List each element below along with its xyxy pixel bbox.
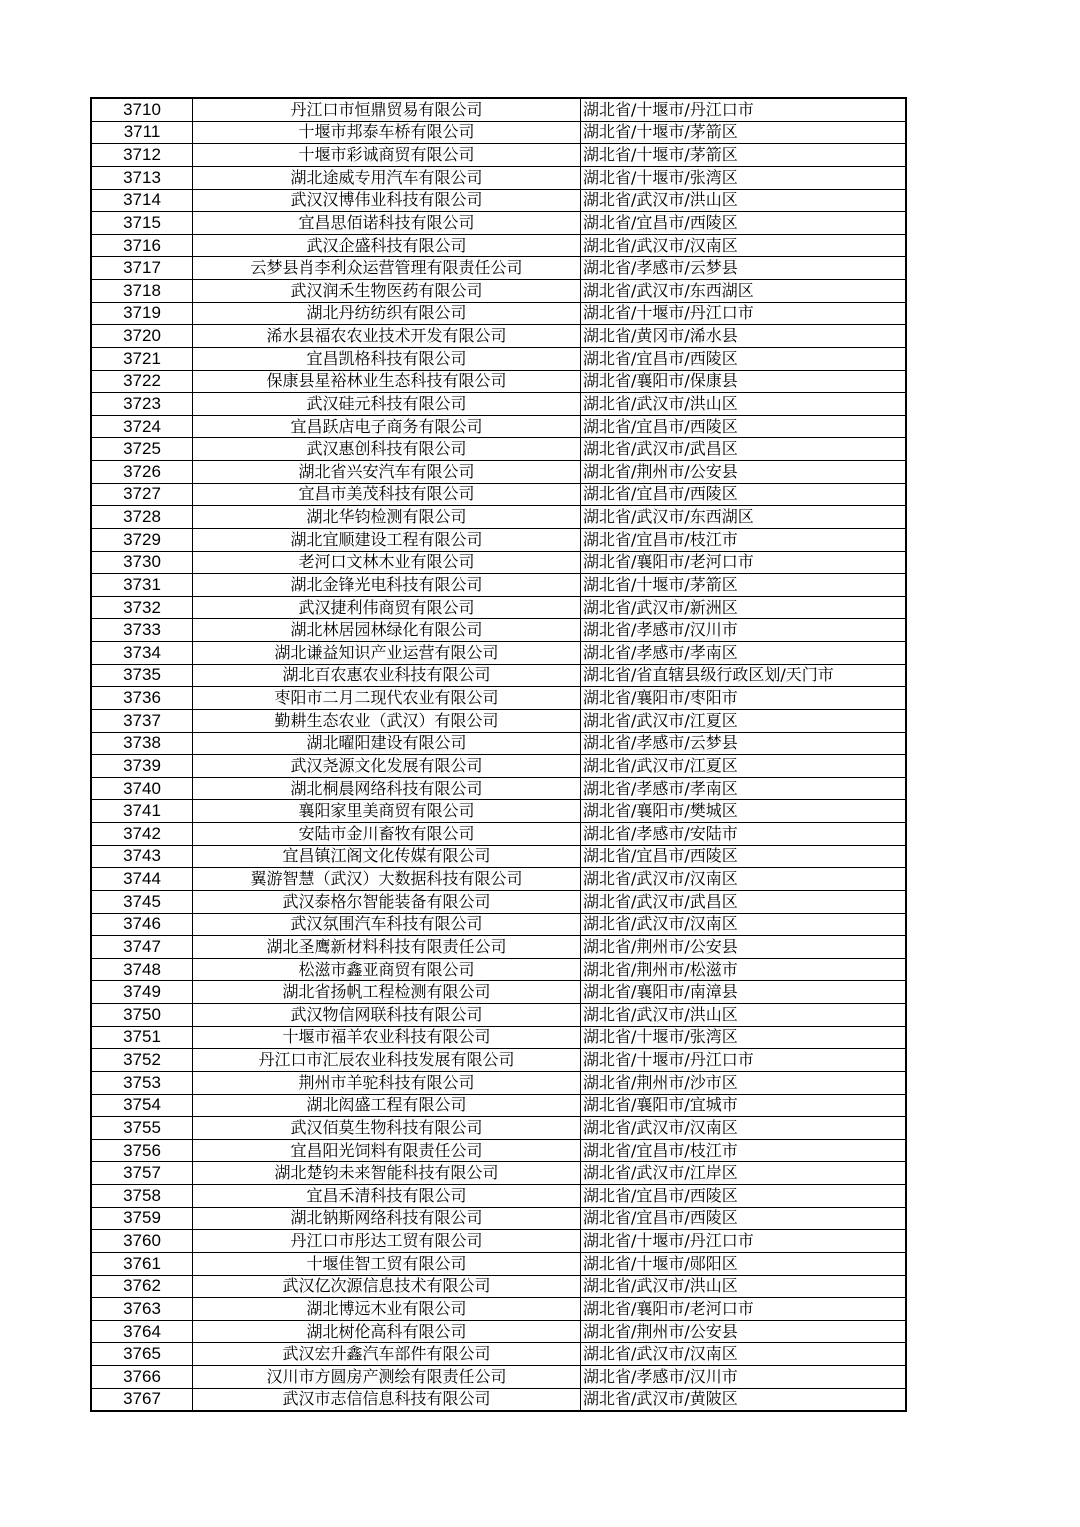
row-number-cell: 3758 [91, 1185, 193, 1208]
company-name-cell: 十堰佳智工贸有限公司 [193, 1252, 581, 1275]
company-name-cell: 宜昌镇江阁文化传媒有限公司 [193, 845, 581, 868]
table-row [91, 777, 906, 800]
table-row [91, 1139, 906, 1162]
region-cell: 湖北省/宜昌市/西陵区 [581, 415, 907, 438]
region-cell: 湖北省/武汉市/东西湖区 [581, 506, 907, 529]
row-number-cell: 3720 [91, 325, 193, 348]
row-number-cell: 3740 [91, 777, 193, 800]
row-number-cell: 3714 [91, 189, 193, 212]
row-number-cell: 3753 [91, 1071, 193, 1094]
company-name-cell: 湖北省扬帆工程检测有限公司 [193, 981, 581, 1004]
region-cell: 湖北省/武汉市/洪山区 [581, 1275, 907, 1298]
company-name-cell: 宜昌凯格科技有限公司 [193, 347, 581, 370]
region-cell: 湖北省/武汉市/新洲区 [581, 596, 907, 619]
table-row [91, 212, 906, 235]
row-number-cell: 3726 [91, 461, 193, 484]
region-cell: 湖北省/孝感市/孝南区 [581, 642, 907, 665]
table-row [91, 936, 906, 959]
company-name-cell: 武汉氛围汽车科技有限公司 [193, 913, 581, 936]
row-number-cell: 3749 [91, 981, 193, 1004]
table-row [91, 800, 906, 823]
region-cell: 湖北省/孝感市/云梦县 [581, 732, 907, 755]
region-cell: 湖北省/十堰市/丹江口市 [581, 1049, 907, 1072]
table-row [91, 1071, 906, 1094]
row-number-cell: 3710 [91, 98, 193, 121]
region-cell: 湖北省/武汉市/武昌区 [581, 438, 907, 461]
company-name-cell: 保康县星裕林业生态科技有限公司 [193, 370, 581, 393]
region-cell: 湖北省/十堰市/茅箭区 [581, 144, 907, 167]
row-number-cell: 3745 [91, 890, 193, 913]
row-number-cell: 3713 [91, 166, 193, 189]
region-cell: 湖北省/武汉市/洪山区 [581, 189, 907, 212]
table-row [91, 1343, 906, 1366]
region-cell: 湖北省/武汉市/汉南区 [581, 913, 907, 936]
region-cell: 湖北省/黄冈市/浠水县 [581, 325, 907, 348]
region-cell: 湖北省/武汉市/江岸区 [581, 1162, 907, 1185]
table-row [91, 596, 906, 619]
row-number-cell: 3731 [91, 574, 193, 597]
table-row [91, 1004, 906, 1027]
region-cell: 湖北省/襄阳市/枣阳市 [581, 687, 907, 710]
company-name-cell: 湖北百农惠农业科技有限公司 [193, 664, 581, 687]
region-cell: 湖北省/十堰市/丹江口市 [581, 302, 907, 325]
region-cell: 湖北省/武汉市/江夏区 [581, 709, 907, 732]
company-name-cell: 安陆市金川畜牧有限公司 [193, 823, 581, 846]
row-number-cell: 3746 [91, 913, 193, 936]
row-number-cell: 3728 [91, 506, 193, 529]
company-name-cell: 武汉市志信信息科技有限公司 [193, 1388, 581, 1411]
table-row [91, 483, 906, 506]
table-row [91, 280, 906, 303]
table-row [91, 302, 906, 325]
table-row [91, 393, 906, 416]
table-row [91, 347, 906, 370]
row-number-cell: 3756 [91, 1139, 193, 1162]
region-cell: 湖北省/襄阳市/老河口市 [581, 1298, 907, 1321]
company-name-cell: 老河口文林木业有限公司 [193, 551, 581, 574]
company-name-cell: 武汉企盛科技有限公司 [193, 234, 581, 257]
row-number-cell: 3739 [91, 755, 193, 778]
row-number-cell: 3730 [91, 551, 193, 574]
company-name-cell: 浠水县福农农业技术开发有限公司 [193, 325, 581, 348]
region-cell: 湖北省/武汉市/洪山区 [581, 393, 907, 416]
table-row [91, 664, 906, 687]
region-cell: 湖北省/武汉市/汉南区 [581, 1117, 907, 1140]
region-cell: 湖北省/宜昌市/西陵区 [581, 212, 907, 235]
table-row [91, 325, 906, 348]
company-name-cell: 武汉物信网联科技有限公司 [193, 1004, 581, 1027]
table-row [91, 144, 906, 167]
company-name-cell: 湖北华钧检测有限公司 [193, 506, 581, 529]
company-name-cell: 武汉佰莫生物科技有限公司 [193, 1117, 581, 1140]
table-row [91, 1117, 906, 1140]
region-cell: 湖北省/武汉市/汉南区 [581, 234, 907, 257]
region-cell: 湖北省/荆州市/公安县 [581, 1320, 907, 1343]
region-cell: 湖北省/十堰市/茅箭区 [581, 574, 907, 597]
row-number-cell: 3734 [91, 642, 193, 665]
row-number-cell: 3712 [91, 144, 193, 167]
region-cell: 湖北省/十堰市/丹江口市 [581, 1230, 907, 1253]
table-row [91, 1026, 906, 1049]
row-number-cell: 3761 [91, 1252, 193, 1275]
region-cell: 湖北省/孝感市/孝南区 [581, 777, 907, 800]
row-number-cell: 3763 [91, 1298, 193, 1321]
row-number-cell: 3752 [91, 1049, 193, 1072]
row-number-cell: 3757 [91, 1162, 193, 1185]
region-cell: 湖北省/孝感市/汉川市 [581, 619, 907, 642]
company-name-cell: 十堰市福羊农业科技有限公司 [193, 1026, 581, 1049]
table-row [91, 1162, 906, 1185]
row-number-cell: 3747 [91, 936, 193, 959]
row-number-cell: 3766 [91, 1366, 193, 1389]
row-number-cell: 3762 [91, 1275, 193, 1298]
row-number-cell: 3729 [91, 528, 193, 551]
table-row [91, 1252, 906, 1275]
company-name-cell: 武汉润禾生物医药有限公司 [193, 280, 581, 303]
region-cell: 湖北省/宜昌市/西陵区 [581, 347, 907, 370]
table-row [91, 528, 906, 551]
table-row [91, 845, 906, 868]
company-name-cell: 云梦县肖李利众运营管理有限责任公司 [193, 257, 581, 280]
company-name-cell: 湖北圣鹰新材料科技有限责任公司 [193, 936, 581, 959]
company-name-cell: 湖北树伦高科有限公司 [193, 1320, 581, 1343]
row-number-cell: 3741 [91, 800, 193, 823]
row-number-cell: 3767 [91, 1388, 193, 1411]
company-name-cell: 襄阳家里美商贸有限公司 [193, 800, 581, 823]
region-cell: 湖北省/十堰市/郧阳区 [581, 1252, 907, 1275]
company-name-cell: 武汉尧源文化发展有限公司 [193, 755, 581, 778]
table-row [91, 868, 906, 891]
company-name-cell: 武汉泰格尔智能装备有限公司 [193, 890, 581, 913]
region-cell: 湖北省/十堰市/茅箭区 [581, 121, 907, 144]
region-cell: 湖北省/宜昌市/西陵区 [581, 1207, 907, 1230]
table-row [91, 257, 906, 280]
company-name-cell: 湖北闳盛工程有限公司 [193, 1094, 581, 1117]
table-row [91, 574, 906, 597]
row-number-cell: 3751 [91, 1026, 193, 1049]
company-name-cell: 翼游智慧（武汉）大数据科技有限公司 [193, 868, 581, 891]
row-number-cell: 3733 [91, 619, 193, 642]
region-cell: 湖北省/十堰市/丹江口市 [581, 98, 907, 121]
table-row [91, 958, 906, 981]
region-cell: 湖北省/襄阳市/保康县 [581, 370, 907, 393]
row-number-cell: 3722 [91, 370, 193, 393]
row-number-cell: 3717 [91, 257, 193, 280]
region-cell: 湖北省/襄阳市/老河口市 [581, 551, 907, 574]
region-cell: 湖北省/宜昌市/枝江市 [581, 528, 907, 551]
row-number-cell: 3736 [91, 687, 193, 710]
region-cell: 湖北省/孝感市/安陆市 [581, 823, 907, 846]
row-number-cell: 3718 [91, 280, 193, 303]
table-row [91, 551, 906, 574]
table-row [91, 890, 906, 913]
region-cell: 湖北省/武汉市/黄陂区 [581, 1388, 907, 1411]
company-name-cell: 十堰市彩诚商贸有限公司 [193, 144, 581, 167]
row-number-cell: 3744 [91, 868, 193, 891]
company-name-cell: 丹江口市恒鼎贸易有限公司 [193, 98, 581, 121]
table-row [91, 370, 906, 393]
table-row [91, 1049, 906, 1072]
region-cell: 湖北省/孝感市/云梦县 [581, 257, 907, 280]
row-number-cell: 3765 [91, 1343, 193, 1366]
company-name-cell: 湖北途威专用汽车有限公司 [193, 166, 581, 189]
table-row [91, 166, 906, 189]
region-cell: 湖北省/襄阳市/南漳县 [581, 981, 907, 1004]
table-row [91, 1388, 906, 1411]
region-cell: 湖北省/武汉市/江夏区 [581, 755, 907, 778]
table-row [91, 732, 906, 755]
region-cell: 湖北省/武汉市/汉南区 [581, 868, 907, 891]
region-cell: 湖北省/武汉市/洪山区 [581, 1004, 907, 1027]
row-number-cell: 3723 [91, 393, 193, 416]
row-number-cell: 3764 [91, 1320, 193, 1343]
table-row [91, 1320, 906, 1343]
row-number-cell: 3719 [91, 302, 193, 325]
company-name-cell: 十堰市邦泰车桥有限公司 [193, 121, 581, 144]
row-number-cell: 3727 [91, 483, 193, 506]
table-body [91, 98, 906, 1411]
table-row [91, 709, 906, 732]
company-name-cell: 湖北楚钧未来智能科技有限公司 [193, 1162, 581, 1185]
company-name-cell: 湖北桐晨网络科技有限公司 [193, 777, 581, 800]
company-name-cell: 枣阳市二月二现代农业有限公司 [193, 687, 581, 710]
region-cell: 湖北省/荆州市/沙市区 [581, 1071, 907, 1094]
company-name-cell: 武汉亿次源信息技术有限公司 [193, 1275, 581, 1298]
table-row [91, 687, 906, 710]
region-cell: 湖北省/宜昌市/枝江市 [581, 1139, 907, 1162]
row-number-cell: 3754 [91, 1094, 193, 1117]
company-name-cell: 宜昌市美茂科技有限公司 [193, 483, 581, 506]
region-cell: 湖北省/武汉市/汉南区 [581, 1343, 907, 1366]
row-number-cell: 3721 [91, 347, 193, 370]
region-cell: 湖北省/孝感市/汉川市 [581, 1366, 907, 1389]
company-name-cell: 宜昌跃店电子商务有限公司 [193, 415, 581, 438]
company-name-cell: 松滋市鑫亚商贸有限公司 [193, 958, 581, 981]
region-cell: 湖北省/省直辖县级行政区划/天门市 [581, 664, 907, 687]
region-cell: 湖北省/宜昌市/西陵区 [581, 845, 907, 868]
region-cell: 湖北省/武汉市/武昌区 [581, 890, 907, 913]
region-cell: 湖北省/襄阳市/樊城区 [581, 800, 907, 823]
company-name-cell: 勤耕生态农业（武汉）有限公司 [193, 709, 581, 732]
row-number-cell: 3735 [91, 664, 193, 687]
company-name-cell: 武汉硅元科技有限公司 [193, 393, 581, 416]
row-number-cell: 3715 [91, 212, 193, 235]
row-number-cell: 3743 [91, 845, 193, 868]
table-row [91, 1298, 906, 1321]
row-number-cell: 3738 [91, 732, 193, 755]
row-number-cell: 3737 [91, 709, 193, 732]
region-cell: 湖北省/十堰市/张湾区 [581, 1026, 907, 1049]
table-row [91, 1366, 906, 1389]
company-name-cell: 湖北博远木业有限公司 [193, 1298, 581, 1321]
row-number-cell: 3760 [91, 1230, 193, 1253]
row-number-cell: 3742 [91, 823, 193, 846]
company-name-cell: 湖北谦益知识产业运营有限公司 [193, 642, 581, 665]
company-list-table [90, 97, 907, 1412]
region-cell: 湖北省/宜昌市/西陵区 [581, 483, 907, 506]
table-row [91, 619, 906, 642]
company-name-cell: 荆州市羊驼科技有限公司 [193, 1071, 581, 1094]
table-row [91, 1094, 906, 1117]
table-row [91, 981, 906, 1004]
table-row [91, 1275, 906, 1298]
table-row [91, 438, 906, 461]
region-cell: 湖北省/襄阳市/宜城市 [581, 1094, 907, 1117]
row-number-cell: 3725 [91, 438, 193, 461]
row-number-cell: 3750 [91, 1004, 193, 1027]
company-name-cell: 宜昌思佰诺科技有限公司 [193, 212, 581, 235]
company-name-cell: 宜昌阳光饲料有限责任公司 [193, 1139, 581, 1162]
region-cell: 湖北省/宜昌市/西陵区 [581, 1185, 907, 1208]
table-row [91, 1230, 906, 1253]
table-row [91, 461, 906, 484]
region-cell: 湖北省/荆州市/公安县 [581, 461, 907, 484]
company-name-cell: 丹江口市彤达工贸有限公司 [193, 1230, 581, 1253]
table-row [91, 121, 906, 144]
row-number-cell: 3755 [91, 1117, 193, 1140]
company-name-cell: 丹江口市汇辰农业科技发展有限公司 [193, 1049, 581, 1072]
table-row [91, 1185, 906, 1208]
company-name-cell: 湖北曜阳建设有限公司 [193, 732, 581, 755]
company-name-cell: 湖北金锋光电科技有限公司 [193, 574, 581, 597]
company-name-cell: 湖北丹纺纺织有限公司 [193, 302, 581, 325]
row-number-cell: 3732 [91, 596, 193, 619]
table-row [91, 823, 906, 846]
row-number-cell: 3748 [91, 958, 193, 981]
table-row [91, 234, 906, 257]
table-row [91, 506, 906, 529]
company-name-cell: 武汉惠创科技有限公司 [193, 438, 581, 461]
row-number-cell: 3759 [91, 1207, 193, 1230]
table-row [91, 415, 906, 438]
row-number-cell: 3724 [91, 415, 193, 438]
company-name-cell: 湖北钠斯网络科技有限公司 [193, 1207, 581, 1230]
company-name-cell: 武汉宏升鑫汽车部件有限公司 [193, 1343, 581, 1366]
company-name-cell: 汉川市方圆房产测绘有限责任公司 [193, 1366, 581, 1389]
table-row [91, 1207, 906, 1230]
region-cell: 湖北省/荆州市/松滋市 [581, 958, 907, 981]
row-number-cell: 3716 [91, 234, 193, 257]
company-name-cell: 湖北省兴安汽车有限公司 [193, 461, 581, 484]
table-row [91, 189, 906, 212]
region-cell: 湖北省/武汉市/东西湖区 [581, 280, 907, 303]
company-name-cell: 武汉捷利伟商贸有限公司 [193, 596, 581, 619]
company-name-cell: 宜昌禾清科技有限公司 [193, 1185, 581, 1208]
table-row [91, 642, 906, 665]
company-name-cell: 湖北宜顺建设工程有限公司 [193, 528, 581, 551]
row-number-cell: 3711 [91, 121, 193, 144]
company-name-cell: 湖北林居园林绿化有限公司 [193, 619, 581, 642]
region-cell: 湖北省/荆州市/公安县 [581, 936, 907, 959]
table-row [91, 98, 906, 121]
table-row [91, 755, 906, 778]
company-name-cell: 武汉汉博伟业科技有限公司 [193, 189, 581, 212]
region-cell: 湖北省/十堰市/张湾区 [581, 166, 907, 189]
table-row [91, 913, 906, 936]
